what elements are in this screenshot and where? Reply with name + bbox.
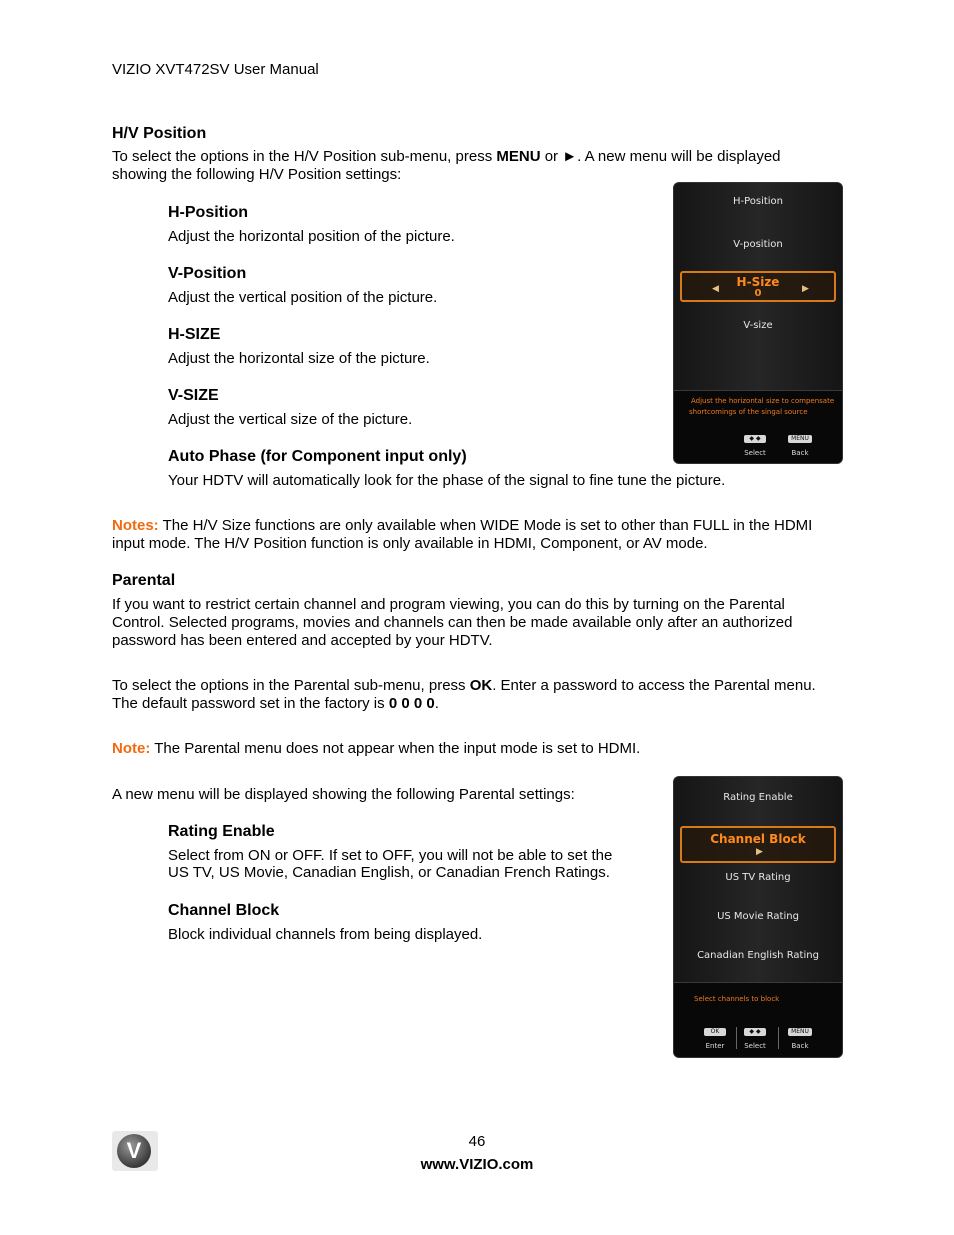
hv-notes-line-1	[112, 517, 812, 535]
rating-enable-heading: Rating Enable	[168, 823, 275, 840]
document-header: VIZIO XVT472SV User Manual	[112, 61, 319, 78]
v-size-desc: Adjust the vertical size of the picture.	[168, 411, 413, 428]
left-arrow-icon: ◀	[712, 284, 719, 294]
notes-label: Notes:	[112, 517, 159, 534]
arrows-key-icon: ◆ ◆	[744, 1028, 766, 1036]
page-number: 46	[468, 1133, 486, 1150]
default-password: 0 0 0 0	[388, 695, 435, 712]
help-text-line-1: Adjust the horizontal size to compensate	[691, 397, 835, 405]
hv-intro-text-c: or ►. A new menu will be displayed	[540, 148, 781, 165]
back-label: Back	[791, 449, 809, 457]
v-position-desc: Adjust the vertical position of the picture.	[168, 289, 438, 306]
parental-p1-line-3: password has been entered and accepted by your HDTV.	[112, 632, 493, 649]
parental-p2-line-1	[112, 677, 816, 695]
h-size-desc: Adjust the horizontal size of the picture.	[168, 350, 430, 367]
parental-p3: A new menu will be displayed showing the following Parental settings:	[112, 786, 575, 803]
menu-key-icon: MENU	[788, 1028, 812, 1036]
back-label: Back	[791, 1042, 809, 1050]
p2-text-a: To select the options in the Parental sub-menu, press	[112, 677, 470, 694]
parental-title: Parental	[112, 572, 176, 589]
footer-url: www.VIZIO.com	[420, 1156, 534, 1173]
help-text-line-2: shortcomings of the singal source	[689, 408, 808, 416]
vizio-v-icon: V	[117, 1134, 151, 1168]
selected-label-h-size: H-Size	[736, 275, 780, 289]
parental-p1-line-2: Control. Selected programs, movies and channels can then be made available only after an authorized	[112, 614, 793, 631]
menu-item-v-position: V-position	[733, 239, 783, 250]
p2-line2-text-a: The default password set in the factory is	[112, 695, 389, 712]
note-text: The Parental menu does not appear when the input mode is set to HDMI.	[150, 740, 641, 757]
selected-label-channel-block: Channel Block	[710, 832, 806, 846]
menu-item-h-position: H-Position	[732, 196, 784, 207]
v-position-heading: V-Position	[168, 265, 247, 282]
menu-key-icon: MENU	[788, 435, 812, 443]
select-label: Select	[744, 1042, 766, 1050]
selected-value: 0	[754, 288, 762, 299]
v-size-heading: V-SIZE	[168, 387, 219, 404]
auto-phase-heading: Auto Phase (for Component input only)	[168, 448, 467, 465]
parental-p2-line-2	[112, 695, 439, 713]
help-text: Select channels to block	[694, 995, 780, 1003]
hv-intro-menu-key: MENU	[496, 148, 541, 165]
select-label: Select	[744, 449, 766, 457]
h-position-heading: H-Position	[168, 204, 248, 221]
menu-item-v-size: V-size	[743, 320, 773, 331]
note-label: Note:	[112, 740, 151, 757]
channel-block-heading: Channel Block	[168, 902, 280, 919]
vizio-logo	[112, 1131, 158, 1171]
hv-position-menu-screenshot	[673, 182, 843, 464]
menu-item-us-movie-rating: US Movie Rating	[717, 911, 799, 922]
hv-intro-line-2: showing the following H/V Position settings:	[112, 166, 402, 183]
h-position-desc: Adjust the horizontal position of the picture.	[168, 228, 455, 245]
menu-footer	[674, 982, 842, 1057]
auto-phase-desc: Your HDTV will automatically look for the phase of the signal to fine tune the picture.	[168, 472, 726, 489]
rating-enable-desc-1: Select from ON or OFF. If set to OFF, you will not be able to set the	[168, 847, 613, 864]
menu-item-canadian-english-rating: Canadian English Rating	[697, 950, 819, 961]
p2-line2-text-c: .	[434, 695, 439, 712]
parental-menu-screenshot	[673, 776, 843, 1058]
enter-label: Enter	[705, 1042, 725, 1050]
rating-enable-desc-2: US TV, US Movie, Canadian English, or Canadian French Ratings.	[168, 864, 610, 881]
right-arrow-icon: ▶	[756, 847, 763, 857]
arrows-key-icon: ◆ ◆	[744, 435, 766, 443]
parental-p1-line-1: If you want to restrict certain channel and program viewing, you can do this by turning on the Parental	[112, 596, 785, 613]
notes-text-1: The H/V Size functions are only available when WIDE Mode is set to other than FULL in the HDMI	[158, 517, 813, 534]
ok-key: OK	[469, 677, 493, 694]
menu-item-rating-enable: Rating Enable	[723, 792, 793, 803]
p2-text-c: . Enter a password to access the Parental menu.	[492, 677, 816, 694]
menu-item-us-tv-rating: US TV Rating	[725, 872, 791, 883]
hv-intro-line-1	[112, 148, 781, 166]
h-size-heading: H-SIZE	[168, 326, 221, 343]
channel-block-desc: Block individual channels from being displayed.	[168, 926, 483, 943]
parental-note	[112, 740, 640, 758]
footer-divider	[778, 1027, 779, 1049]
hv-intro-text-a: To select the options in the H/V Position sub-menu, press	[112, 148, 497, 165]
menu-selected-item	[680, 271, 836, 302]
hv-position-title: H/V Position	[112, 125, 207, 142]
menu-footer	[674, 390, 842, 463]
hv-notes-line-2: input mode. The H/V Position function is only available in HDMI, Component, or AV mode.	[112, 535, 708, 552]
right-arrow-icon: ▶	[802, 284, 809, 294]
ok-key-icon: OK	[704, 1028, 726, 1036]
menu-selected-item	[680, 826, 836, 863]
